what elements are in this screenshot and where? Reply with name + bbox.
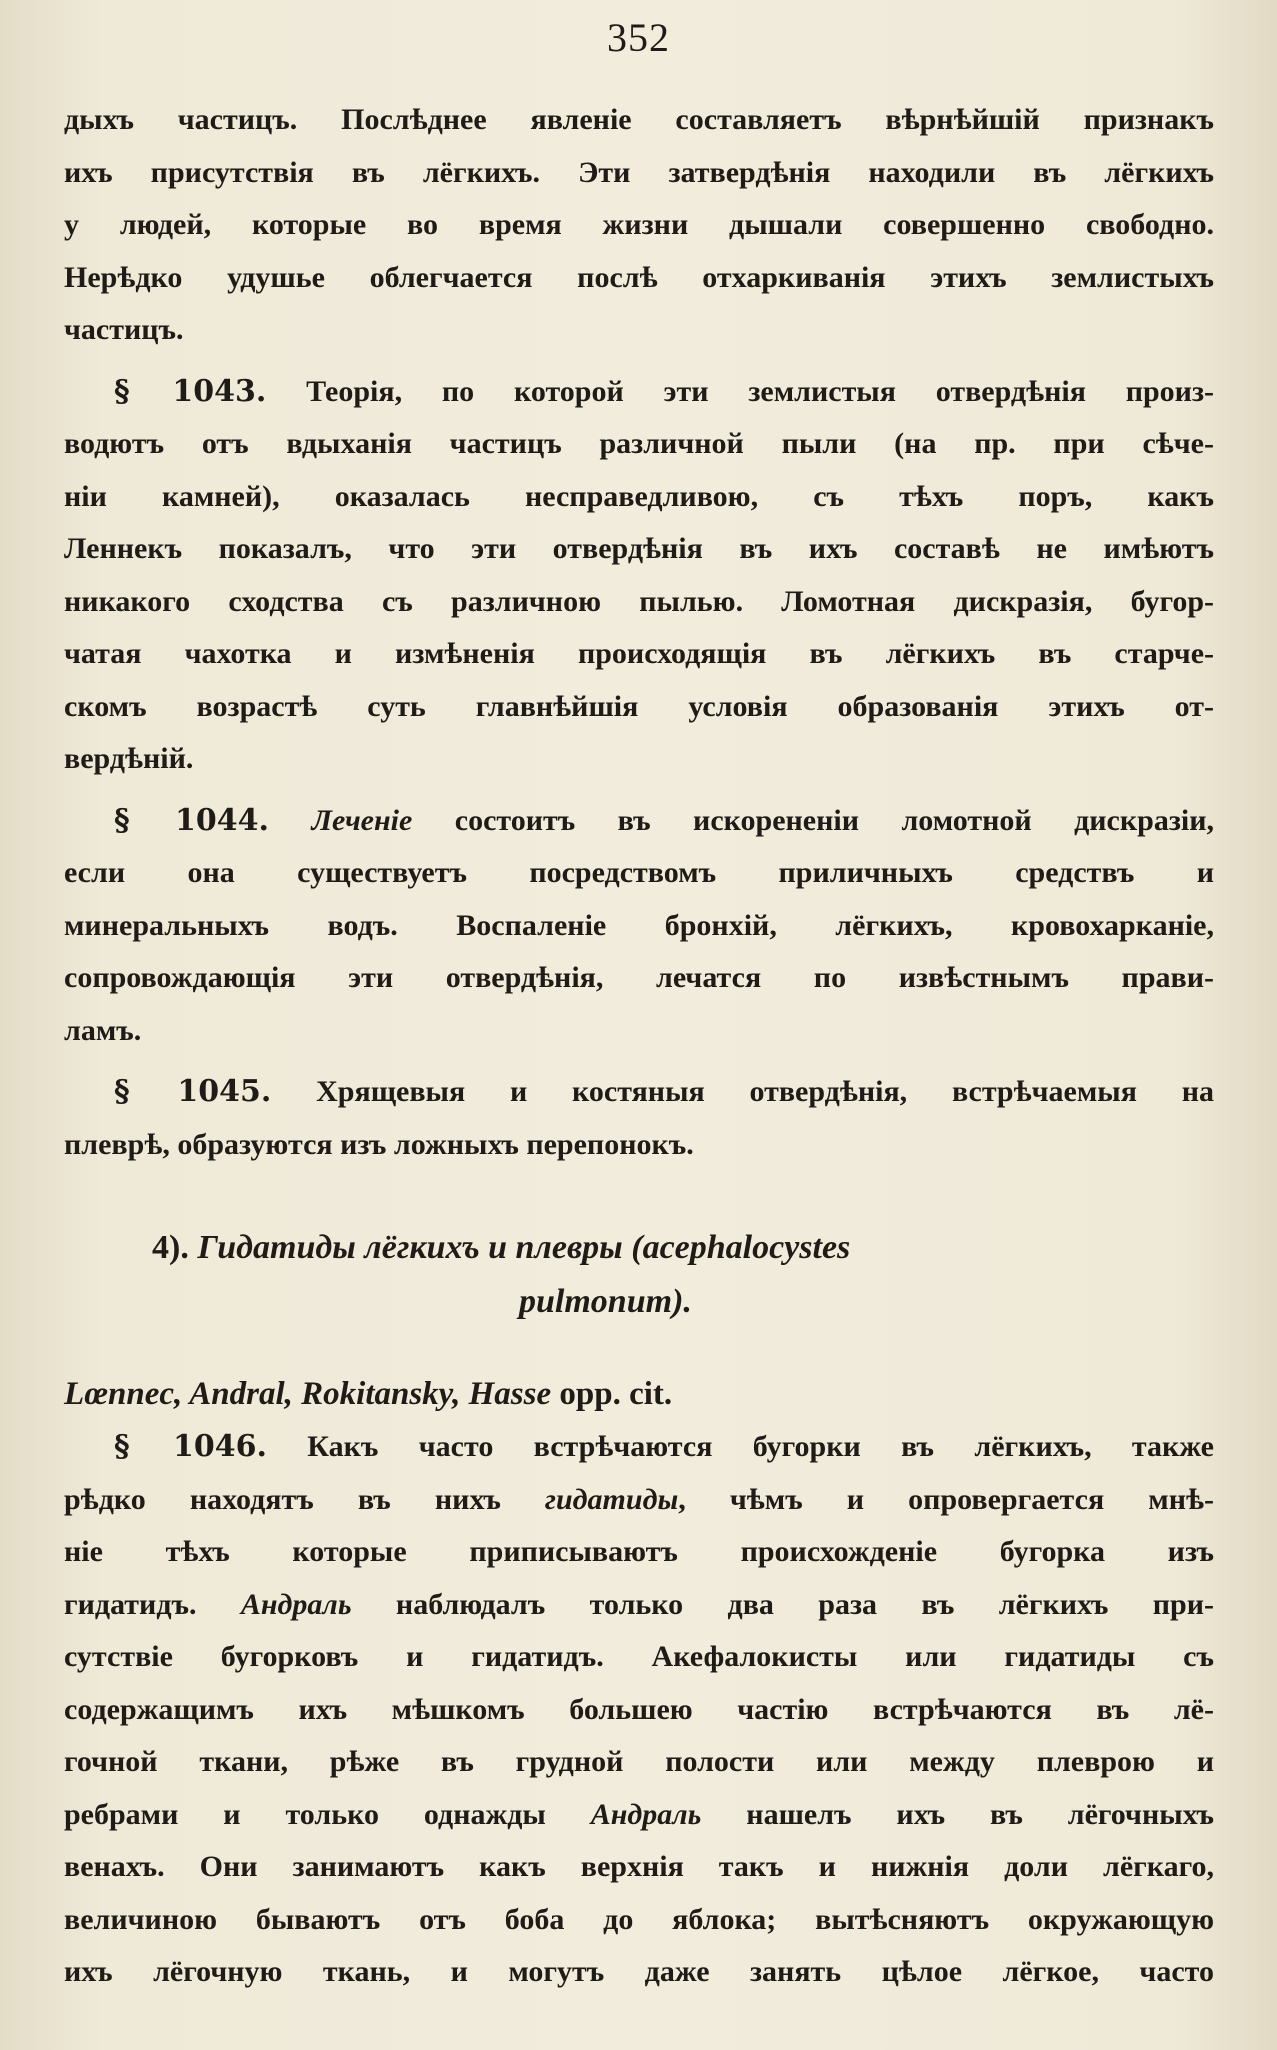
text-line: минеральныхъ водъ. Воспаленіе бронхій, лёгкихъ, кровохарканіе,: [64, 908, 1214, 942]
text-line: если она существуетъ посредствомъ приличныхъ средствъ и: [64, 856, 1214, 889]
text-line: ихъ присутствія въ лёгкихъ. Эти затвердѣнія находили въ лёгкихъ: [64, 155, 1214, 189]
italic-term: Андраль: [590, 1797, 702, 1831]
section-number: § 1046.: [114, 1429, 267, 1464]
paragraph-1045: [64, 1066, 1214, 1171]
text-line: никакого сходства съ различною пылью. Ломотная дискразія, бугор-: [64, 584, 1214, 618]
text-line: величиною бываютъ отъ боба до яблока; вытѣсняютъ окружающую: [64, 1902, 1214, 1936]
section-heading: [64, 1221, 1214, 1329]
text-run: Теорія, по которой эти землистыя отвердѣнія произ-: [306, 374, 1214, 408]
text-run: Какъ часто встрѣчаются бугорки въ лёгкихъ, также: [307, 1430, 1214, 1463]
page-body: [64, 94, 1214, 1999]
text-line: [64, 1474, 1214, 1527]
section-number: § 1044.: [114, 802, 269, 838]
text-line: Нерѣдко удушье облегчается послѣ отхаркиванія этихъ землистыхъ: [64, 260, 1214, 294]
text-run: Хрящевыя и костяныя отвердѣнія, встрѣчаемыя на: [316, 1075, 1214, 1108]
text-run: рѣдко находятъ въ нихъ: [64, 1482, 501, 1516]
references-line: [64, 1367, 1214, 1421]
page-number: 352: [607, 15, 670, 60]
italic-term: гидатиды: [544, 1482, 679, 1516]
text-line: ихъ лёгочную ткань, и могутъ даже занять цѣлое лёгкое, часто: [64, 1955, 1214, 1988]
text-run: , чѣмъ и опровергается мнѣ-: [678, 1482, 1214, 1516]
text-line: ніи камней), оказалась несправедливою, съ тѣхъ поръ, какъ: [64, 479, 1214, 513]
text-line: дыхъ частицъ. Послѣднее явленіе составляетъ вѣрнѣйшій признакъ: [64, 103, 1214, 136]
text-line: [64, 1789, 1214, 1842]
text-line: ламъ.: [64, 1013, 142, 1047]
heading-number: 4).: [152, 1229, 189, 1266]
text-line: сопровождающія эти отвердѣнія, лечатся по извѣстнымъ прави-: [64, 961, 1214, 994]
text-line: скомъ возрастѣ суть главнѣйшія условія образованія этихъ от-: [64, 689, 1214, 723]
text-line: Леннекъ показалъ, что эти отвердѣнія въ ихъ составѣ не имѣютъ: [64, 532, 1214, 565]
text-line: плеврѣ, образуются изъ ложныхъ перепонокъ.: [64, 1127, 694, 1161]
paragraph-continuation: [64, 94, 1214, 357]
text-line: [64, 795, 1214, 848]
text-run: состоитъ въ искорененіи ломотной дискразіи,: [454, 803, 1214, 837]
heading-line: pulmonum).: [519, 1283, 692, 1320]
text-line: сутствіе бугорковъ и гидатидъ. Акефалокисты или гидатиды съ: [64, 1640, 1214, 1673]
text-line: гочной ткани, рѣже въ грудной полости или между плеврою и: [64, 1745, 1214, 1778]
text-line: у людей, которые во время жизни дышали совершенно свободно.: [64, 208, 1214, 241]
italic-term: Леченіе: [311, 803, 413, 837]
text-run: ребрами и только однажды: [64, 1797, 546, 1831]
text-line: частицъ.: [64, 313, 184, 346]
reference-authors: Lœnnec, Andral, Rokitansky, Hasse: [64, 1376, 552, 1412]
section-number: § 1045.: [114, 1074, 272, 1109]
text-run: гидатидъ.: [64, 1587, 197, 1621]
text-line: [64, 1421, 1214, 1474]
text-line: содержащимъ ихъ мѣшкомъ большею частію встрѣчаются въ лё-: [64, 1692, 1214, 1726]
text-run: наблюдалъ только два раза въ лёгкихъ при-: [395, 1587, 1214, 1621]
text-line: [64, 1066, 1214, 1119]
section-number: § 1043.: [114, 373, 267, 409]
paragraph-1043: [64, 366, 1214, 786]
reference-suffix: opp. cit.: [559, 1376, 673, 1412]
italic-term: Андраль: [240, 1587, 352, 1621]
heading-title: Гидатиды лёгкихъ и плевры (acephalocystes: [197, 1229, 851, 1266]
text-line: [64, 366, 1214, 419]
text-line: венахъ. Они занимаютъ какъ верхнія такъ и нижнія доли лёгкаго,: [64, 1850, 1214, 1883]
paragraph-1046: [64, 1421, 1214, 1999]
text-line: [64, 1579, 1214, 1632]
paragraph-1044: [64, 795, 1214, 1058]
text-line: вердѣній.: [64, 742, 194, 775]
text-line: ніе тѣхъ которые приписываютъ происхожденіе бугорка изъ: [64, 1535, 1214, 1568]
text-run: нашелъ ихъ въ лёгочныхъ: [746, 1797, 1214, 1831]
heading-line: [64, 1221, 1214, 1275]
text-line: водютъ отъ вдыханія частицъ различной пыли (на пр. при сѣче-: [64, 427, 1214, 460]
text-line: чатая чахотка и измѣненія происходящія въ лёгкихъ въ старче-: [64, 637, 1214, 670]
